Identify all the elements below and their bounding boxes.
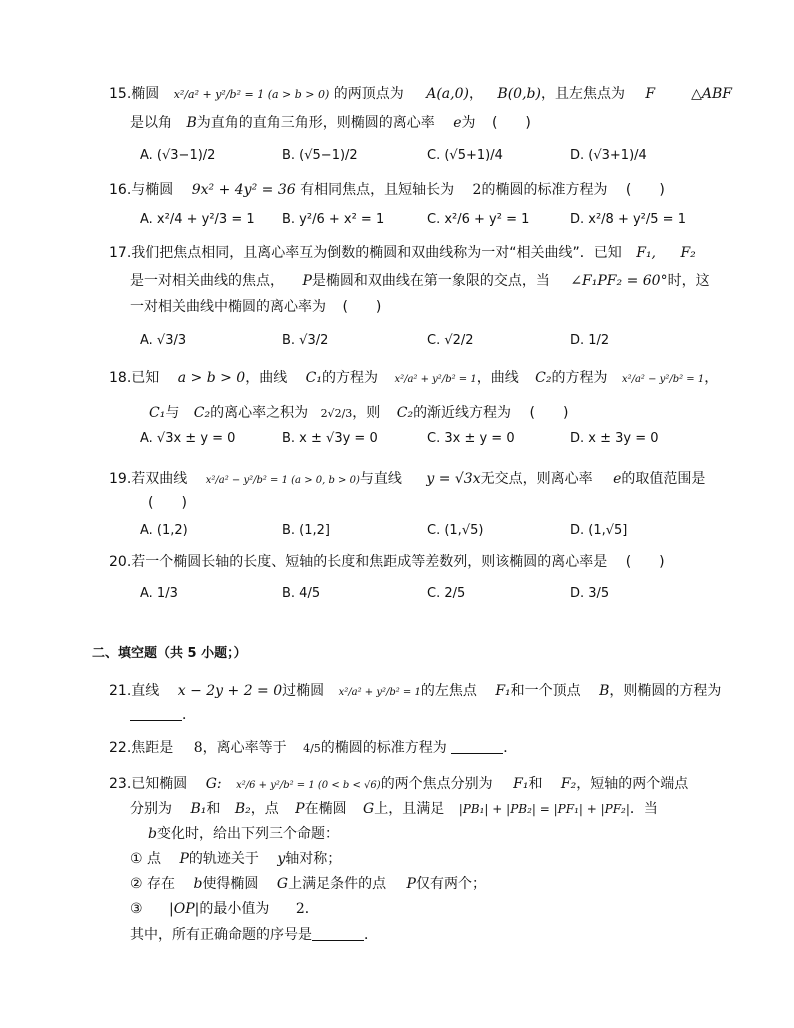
- q20-option-a: A. 1/3: [140, 586, 178, 601]
- q21-line1: 21.直线 x − 2y + 2 = 0过椭圆 x²/a² + y²/b² = 1的左焦点 F₁和一个顶点 B，则椭圆的方程为: [109, 683, 722, 699]
- q23-line3: b变化时，给出下列三个命题：: [148, 826, 339, 842]
- section-title-fill-in: 二、填空题（共 5 小题；）: [92, 646, 247, 661]
- q18-option-c: C. 3x ± y = 0: [427, 431, 515, 446]
- q16-option-d: D. x²/8 + y²/5 = 1: [570, 212, 686, 227]
- q20-option-b: B. 4/5: [282, 586, 321, 601]
- q19-option-c: C. (1,√5): [427, 523, 484, 538]
- q18-line2: C₁与 C₂的离心率之积为 2√2/3，则 C₂的渐近线方程为 ( ): [149, 405, 569, 421]
- q21-line2: ．: [130, 705, 196, 725]
- q22-answer-blank[interactable]: [451, 739, 503, 754]
- q23-proposition-2: ② 存在 b使得椭圆 G上满足条件的点 P仅有两个；: [130, 876, 486, 892]
- q20-line1: 20.若一个椭圆长轴的长度、短轴的长度和焦距成等差数列，则该椭圆的离心率是 ( ): [109, 554, 665, 570]
- q17-option-a: A. √3/3: [140, 333, 187, 348]
- q16-option-a: A. x²/4 + y²/3 = 1: [140, 212, 255, 227]
- q20-option-c: C. 2/5: [427, 586, 466, 601]
- q15-option-c: C. (√5+1)/4: [427, 148, 503, 163]
- q16-option-c: C. x²/6 + y² = 1: [427, 212, 530, 227]
- q15-line1: 15.椭圆 x²/a² + y²/b² = 1 (a > b > 0) 的两顶点为 A(a,0)， B(0,b)，且左焦点为 F △ABF: [109, 86, 733, 102]
- q16-option-b: B. y²/6 + x² = 1: [282, 212, 385, 227]
- q15-line2: 是以角 B为直角的直角三角形，则椭圆的离心率 e为 ( ): [130, 115, 531, 131]
- q17-option-c: C. √2/2: [427, 333, 474, 348]
- q16-line1: 16.与椭圆 9x² + 4y² = 36 有相同焦点，且短轴长为 2的椭圆的标准方程为 ( ): [109, 182, 665, 198]
- q19-option-d: D. (1,√5]: [570, 523, 628, 538]
- q18-option-d: D. x ± 3y = 0: [570, 431, 659, 446]
- q22-line1: 22.焦距是 8，离心率等于 4/5的椭圆的标准方程为 ．: [109, 740, 518, 756]
- q17-line2: 是一对相关曲线的焦点， P是椭圆和双曲线在第一象限的交点，当 ∠F₁PF₂ = 60°时，这: [130, 273, 710, 289]
- q18-option-b: B. x ± √3y = 0: [282, 431, 378, 446]
- q16-equation: 9x² + 4y² = 36: [191, 182, 296, 198]
- q23-line2: 分别为 B₁和 B₂，点 P在椭圆 G上，且满足 |PB₁| + |PB₂| = |PF₁| + |PF₂|．当: [130, 801, 658, 817]
- q17-line3: 一对相关曲线中椭圆的离心率为 ( ): [130, 299, 382, 315]
- q23-proposition-1: ① 点 P的轨迹关于 y轴对称；: [130, 851, 342, 867]
- q23-proposition-3: ③ |OP|的最小值为 2．: [130, 901, 319, 917]
- q20-option-d: D. 3/5: [570, 586, 610, 601]
- q19-line2: ( ): [148, 495, 187, 511]
- q15-option-b: B. (√5−1)/2: [282, 148, 358, 163]
- q19-option-b: B. (1,2]: [282, 523, 331, 538]
- q19-option-a: A. (1,2): [140, 523, 188, 538]
- q23-line7: 其中，所有正确命题的序号是 ．: [130, 927, 378, 943]
- q17-line1: 17.我们把焦点相同，且离心率互为倒数的椭圆和双曲线称为一对“相关曲线”．已知 F₁, F₂: [109, 245, 696, 261]
- q23-answer-blank[interactable]: [312, 926, 364, 941]
- q15-option-d: D. (√3+1)/4: [570, 148, 647, 163]
- q21-answer-blank[interactable]: [130, 706, 182, 721]
- q15-equation: x²/a² + y²/b² = 1 (a > b > 0): [173, 88, 330, 101]
- q17-option-d: D. 1/2: [570, 333, 610, 348]
- q18-line1: 18.已知 a > b > 0，曲线 C₁的方程为 x²/a² + y²/b² = 1，曲线 C₂的方程为 x²/a² − y²/b² = 1，: [109, 370, 719, 386]
- q15-option-a: A. (√3−1)/2: [140, 148, 216, 163]
- q17-option-b: B. √3/2: [282, 333, 329, 348]
- q19-line1: 19.若双曲线 x²/a² − y²/b² = 1 (a > 0, b > 0)与直线 y = √3x无交点，则离心率 e的取值范围是: [109, 471, 706, 487]
- q18-option-a: A. √3x ± y = 0: [140, 431, 236, 446]
- q23-line1: 23.已知椭圆 G: x²/6 + y²/b² = 1 (0 < b < √6)的两个焦点分别为 F₁和 F₂，短轴的两个端点: [109, 776, 689, 792]
